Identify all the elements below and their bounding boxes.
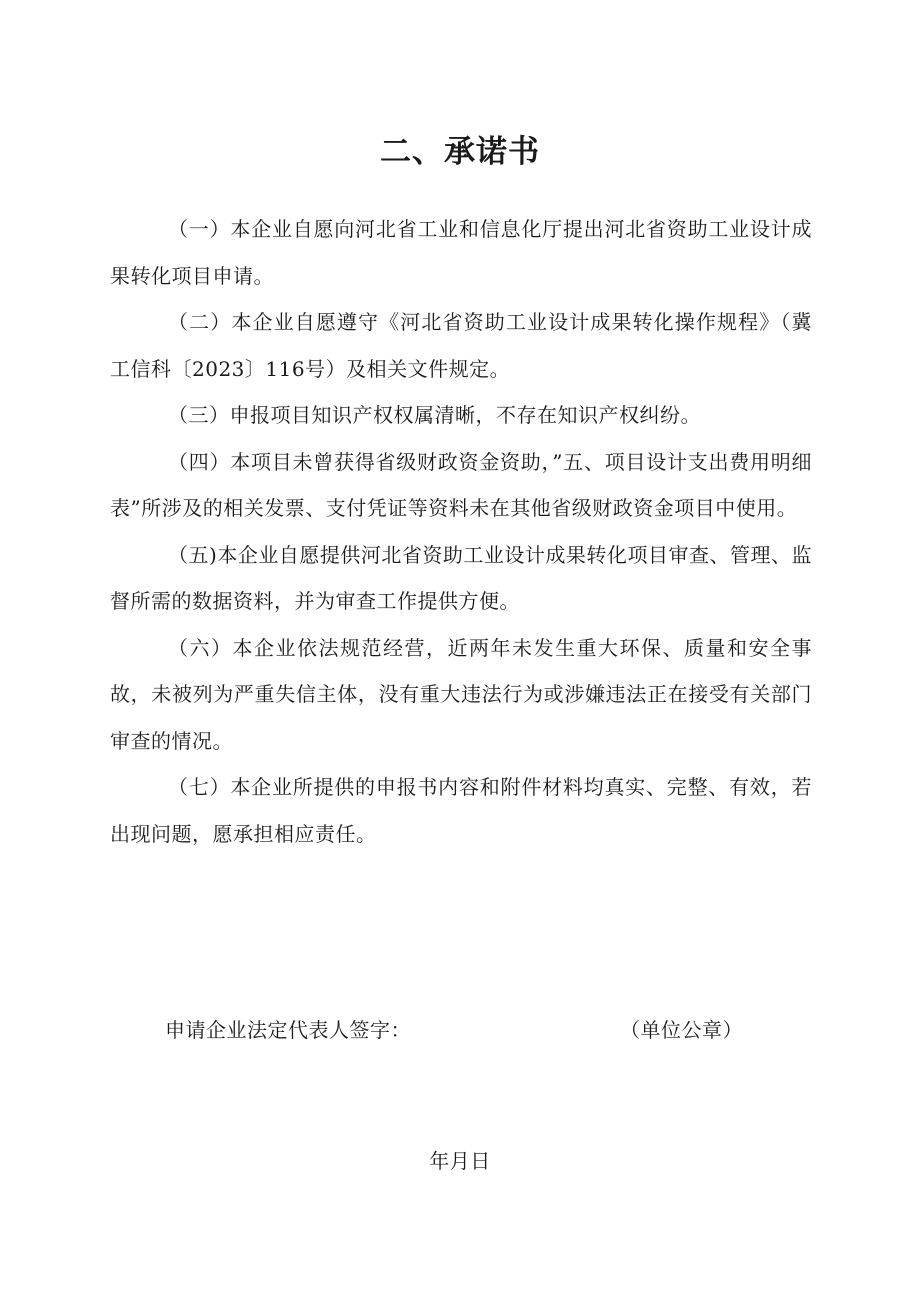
commitment-paragraph-5: （五)本企业自愿提供河北省资助工业设计成果转化项目审查、管理、监督所需的数据资料，并为审查工作提供方便。 [110, 542, 812, 613]
commitment-paragraph-3: （三）申报项目知识产权权属清晰，不存在知识产权纠纷。 [168, 403, 701, 427]
seal-label: （单位公章） [620, 1018, 743, 1042]
commitment-paragraph-4: （四）本项目未曾获得省级财政资金资助，”五、项目设计支出费用明细表”所涉及的相关发票、支付凭证等资料未在其他省级财政资金项目中使用。 [110, 449, 812, 520]
commitment-paragraph-1: （一）本企业自愿向河北省工业和信息化厅提出河北省资助工业设计成果转化项目申请。 [110, 217, 812, 288]
commitment-paragraph-6: （六）本企业依法规范经营，近两年未发生重大环保、质量和安全事故，未被列为严重失信主体，没有重大违法行为或涉嫌违法正在接受有关部门审查的情况。 [110, 635, 812, 753]
commitment-paragraph-7: （七）本企业所提供的申报书内容和附件材料均真实、完整、有效，若出现问题，愿承担相应责任。 [110, 775, 812, 846]
signature-row [165, 1012, 805, 1048]
commitment-body [110, 206, 812, 857]
document-title: 二、承诺书 [380, 134, 540, 170]
date-label: 年月日 [429, 1149, 491, 1173]
commitment-paragraph-2: （二）本企业自愿遵守《河北省资助工业设计成果转化操作规程》（冀工信科〔2023〕116号）及相关文件规定。 [110, 310, 812, 381]
signature-label: 申请企业法定代表人签字： [165, 1018, 411, 1042]
